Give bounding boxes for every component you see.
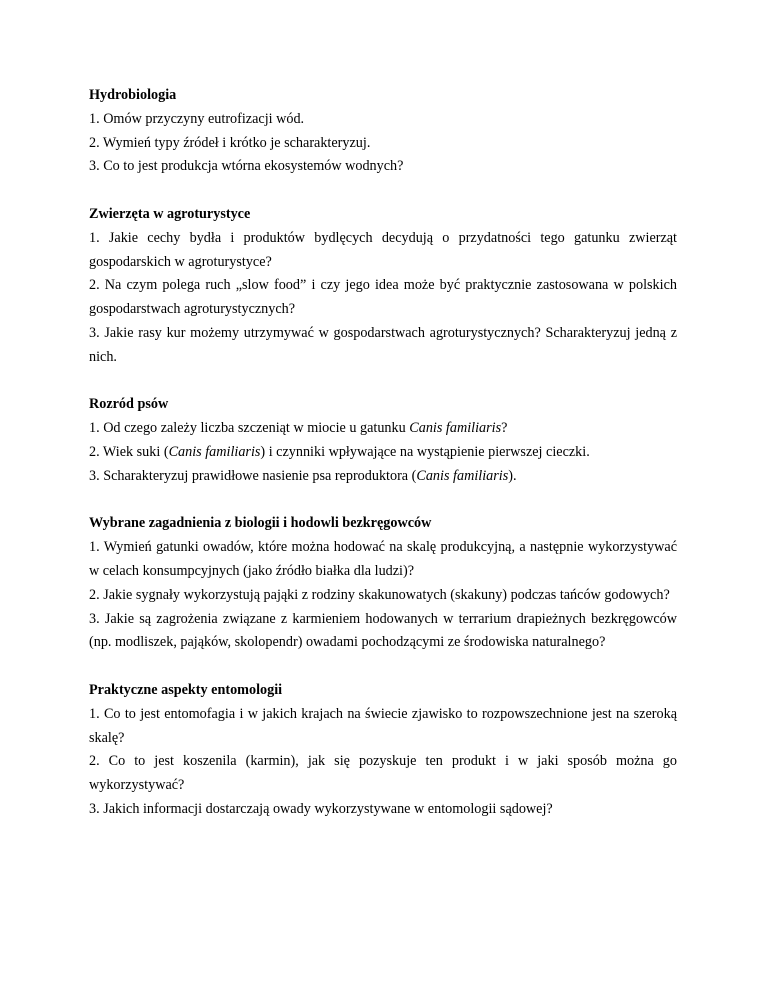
- species-name: Canis familiaris: [409, 420, 502, 437]
- section-hydrobiologia: [89, 84, 677, 179]
- question-item: 1. Wymień gatunki owadów, które można hodować na skalę produkcyjną, a następnie wykorzystywać w celach konsumpcyjnych (jako źródło białka dla ludzi)?: [89, 539, 677, 579]
- question-item: 3. Jakie są zagrożenia związane z karmieniem hodowanych w terrarium drapieżnych bezkręgowców (np. modliszek, pająków, skolopendr) owadami pochodzącymi ze środowiska naturalnego?: [89, 610, 677, 651]
- question-text: 3. Scharakteryzuj prawidłowe nasienie psa reproduktora (: [89, 467, 417, 484]
- question-item: [89, 441, 677, 465]
- question-item: [89, 417, 677, 441]
- section-heading: Rozród psów: [89, 396, 169, 413]
- question-item: 2. Jakie sygnały wykorzystują pająki z rodziny skakunowatych (skakuny) podczas tańców godowych?: [89, 586, 670, 603]
- question-text: ) i czynniki wpływające na wystąpienie pierwszej cieczki.: [260, 443, 590, 460]
- question-item: 3. Jakich informacji dostarczają owady wykorzystywane w entomologii sądowej?: [89, 800, 553, 817]
- section-entomologia: [89, 679, 677, 822]
- question-text: 2. Wiek suki (: [89, 443, 169, 460]
- question-item: 1. Co to jest entomofagia i w jakich krajach na świecie zjawisko to rozpowszechnione jest na szeroką skalę?: [89, 705, 677, 746]
- question-item: [89, 465, 677, 489]
- section-heading: Wybrane zagadnienia z biologii i hodowli bezkręgowców: [89, 515, 432, 532]
- section-bezkregowce: [89, 512, 677, 655]
- species-name: Canis familiaris: [416, 467, 509, 484]
- question-item: 3. Co to jest produkcja wtórna ekosystemów wodnych?: [89, 158, 404, 175]
- question-item: 3. Jakie rasy kur możemy utrzymywać w gospodarstwach agroturystycznych? Scharakteryzuj jedną z nich.: [89, 324, 677, 365]
- question-item: 1. Jakie cechy bydła i produktów bydlęcych decydują o przydatności tego gatunku zwierząt gospodarskich w agroturystyce?: [89, 229, 677, 270]
- document-content: [89, 84, 677, 822]
- section-heading: Hydrobiologia: [89, 87, 177, 103]
- section-heading: Zwierzęta w agroturystyce: [89, 205, 251, 222]
- section-heading: Praktyczne aspekty entomologii: [89, 681, 283, 698]
- question-item: 1. Omów przyczyny eutrofizacji wód.: [89, 110, 305, 127]
- question-item: 2. Co to jest koszenila (karmin), jak się pozyskuje ten produkt i w jaki sposób można go wykorzystywać?: [89, 753, 677, 794]
- question-text: ).: [508, 467, 517, 484]
- question-item: 2. Wymień typy źródeł i krótko je scharakteryzuj.: [89, 134, 371, 151]
- species-name: Canis familiaris: [168, 443, 261, 460]
- question-text: ?: [501, 420, 508, 437]
- question-item: 2. Na czym polega ruch „slow food” i czy jego idea może być praktycznie zastosowana w polskich gospodarstwach agroturystycznych?: [89, 277, 677, 318]
- section-zwierzeta-w-agroturystyce: [89, 203, 677, 370]
- question-text: 1. Od czego zależy liczba szczeniąt w miocie u gatunku: [89, 420, 410, 437]
- section-rozrod-psow: [89, 393, 677, 488]
